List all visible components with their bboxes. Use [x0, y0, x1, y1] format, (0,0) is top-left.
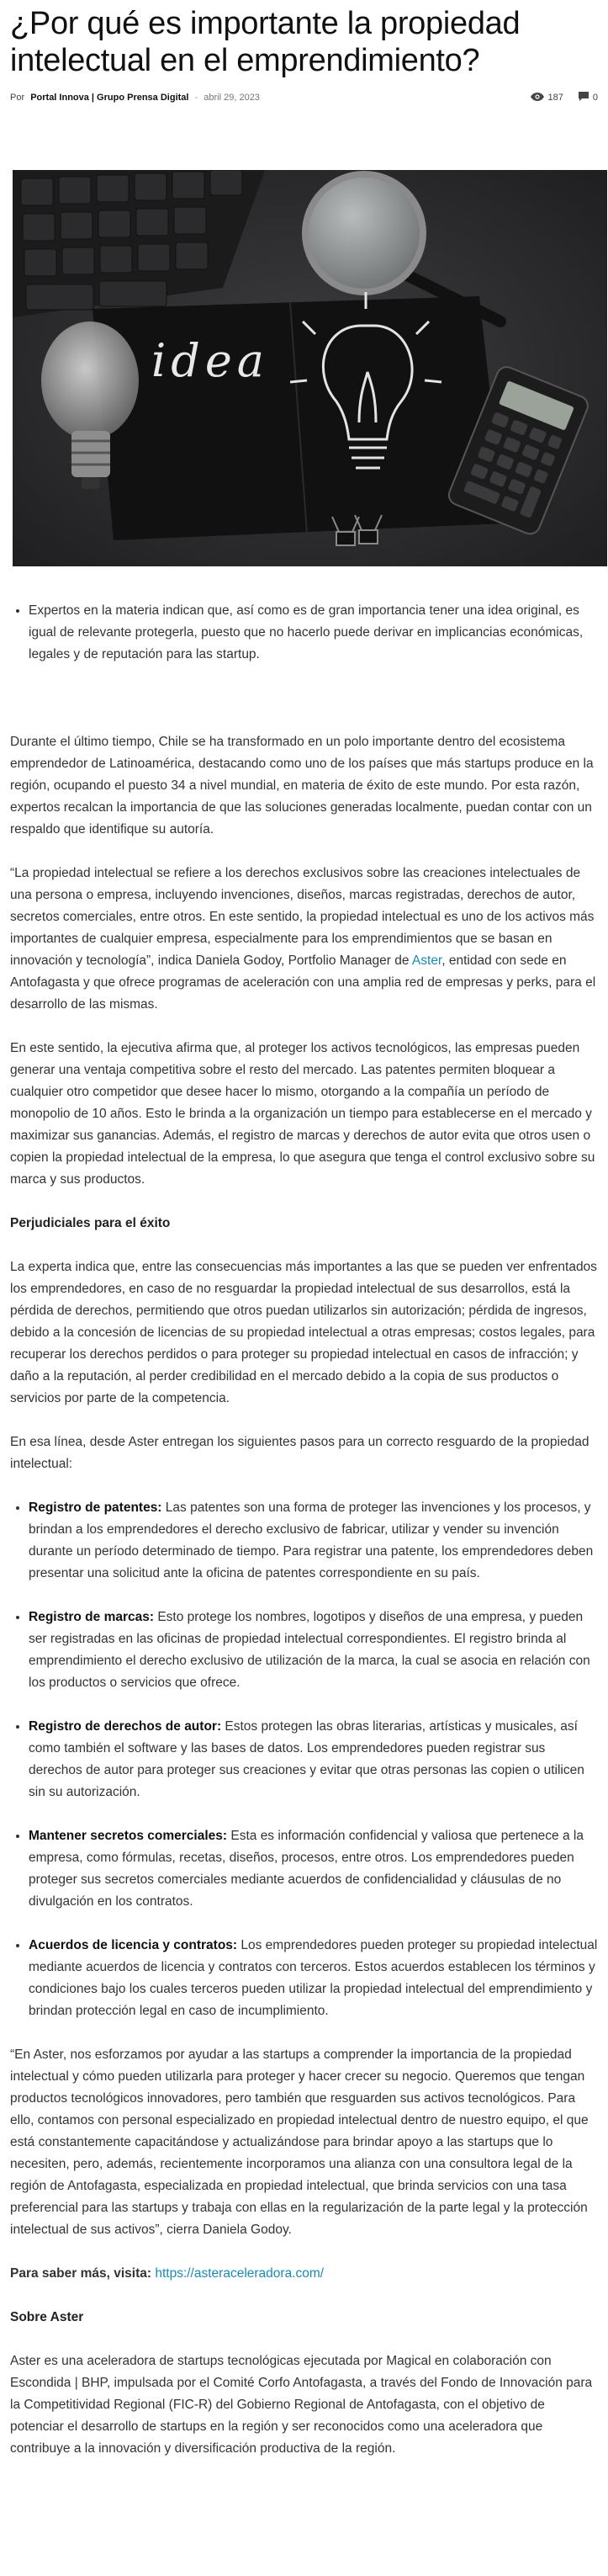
more-info-label: Para saber más, visita: [10, 2266, 152, 2281]
step-title: Registro de marcas: [29, 1610, 155, 1624]
step-item [29, 1497, 598, 1585]
step-title: Registro de derechos de autor: [29, 1719, 222, 1734]
paragraph-advantage: En este sentido, la ejecutiva afirma que, al proteger los activos tecnológicos, las empresas pueden generar una ventaja competitiva sobre el resto del mercado. Las patentes permiten bloquear a cualquier otro competidor que desee hacer lo mismo, otorgando a la compañía un período de monopolio de 10 años. Esto le brinda a la organización un tiempo para establecerse en el mercado y maximizar sus ganancias. Además, el registro de marcas y derechos de autor evita que otros usen o copien la propiedad intelectual de la empresa, lo que asegura que tenga el control exclusivo sobre su marca y sus productos. [10, 1041, 595, 1187]
summary-section [10, 600, 598, 666]
quote1-before: “La propiedad intelectual se refiere a los derechos exclusivos sobre las creaciones intelectuales de una persona o empresa, incluyendo invenciones, diseños, marcas registradas, derechos de autor, secretos comerciales, entre otros. En este sentido, la propiedad intelectual es uno de los activos más importantes de cualquier empresa, especialmente para los emprendimientos que se basan en innovación y tecnología”, indica Daniela Godoy, Portfolio Manager de [10, 866, 595, 968]
step-text: Esto protege los nombres, logotipos y diseños de una empresa, y pueden ser registradas en las oficinas de propiedad intelectual correspondientes. El registro brinda al emprendimiento el derecho exclusivo de utilización de la marca, la cual se asocia en relación con los productos o servicios que ofrece. [29, 1610, 590, 1690]
heading-harm: Perjudiciales para el éxito [10, 1216, 171, 1230]
paragraph-steps-intro: En esa línea, desde Aster entregan los siguientes pasos para un correcto resguardo de la propiedad intelectual: [10, 1435, 589, 1471]
hero-image [13, 170, 607, 566]
byline [10, 93, 263, 103]
hero-photo-illustration [13, 170, 607, 566]
step-text: Las patentes son una forma de proteger las invenciones y los procesos, y brindan a los emprendedores el derecho exclusivo de fabricar, utilizar y vender su invención durante un período determinado de tiempo. Para registrar una patente, los emprendedores deben presentar una solicitud ante la oficina de patentes correspondiente en su país. [29, 1500, 594, 1580]
step-title: Mantener secretos comerciales: [29, 1829, 228, 1843]
eye-icon [531, 93, 544, 104]
more-info-link[interactable]: https://asteraceleradora.com/ [155, 2266, 325, 2281]
summary-list [10, 600, 598, 666]
article-stats [531, 92, 598, 104]
step-item [29, 1825, 598, 1913]
paragraph-harm: La experta indica que, entre las consecuencias más importantes a las que se pueden ver enfrentados los emprendedores, en caso de no resguardar la propiedad intelectual de sus desarrollos, está la pérdida de derechos, permitiendo que otros puedan utilizarlos sin autorización; pérdida de ingresos, debido a la concesión de licencias de su propiedad intelectual a otras empresas; costos legales, para recuperar los derechos perdidos o para proteger su propiedad intelectual en casos de infracción; y daño a la reputación, al perder credibilidad en el mercado debido a la copia de sus productos o servicios por parte de la competencia. [10, 1260, 597, 1405]
aster-link[interactable]: Aster [411, 953, 442, 968]
notebook-shape [93, 292, 505, 540]
paragraph-about: Aster es una aceleradora de startups tecnológicas ejecutada por Magical en colaboración con Escondida | BHP, impulsada por el Comité Corfo Antofagasta, a través del Fondo de Innovación para la Competitividad Regional (FIC-R) del Gobierno Regional de Antofagasta, con el objetivo de potenciar el desarrollo de startups en la región y ser reconocidos como una aceleradora que contribuye a la innovación y diversificación productiva de la región. [10, 2354, 593, 2456]
byline-separator: - [194, 93, 198, 103]
comment-icon [579, 92, 589, 104]
publish-date: abril 29, 2023 [204, 93, 260, 103]
step-item [29, 1935, 598, 2022]
author-link[interactable]: Portal Innova | Grupo Prensa Digital [30, 93, 189, 103]
paragraph-quote-1 [10, 863, 598, 1016]
byline-by: Por [10, 93, 25, 103]
views-count [531, 93, 563, 104]
step-item [29, 1607, 598, 1694]
comments-count[interactable] [579, 92, 598, 104]
hero-word: idea [151, 334, 269, 387]
step-text: Estos protegen las obras literarias, artísticas y musicales, así como también el software y las bases de datos. Los emprendedores pueden registrar sus derechos de autor para proteger sus creaciones y evitar que otras personas las copien o utilicen sin su autorización. [29, 1719, 584, 1799]
steps-list [10, 1497, 598, 2022]
spacer [10, 666, 598, 731]
paragraph-quote-2: “En Aster, nos esforzamos por ayudar a las startups a comprender la importancia de la propiedad intelectual y cómo pueden utilizarla para proteger y hacer crecer su negocio. Queremos que tengan productos tecnológicos innovadores, pero también que resguarden sus activos tecnológicos. Para ello, contamos con personal especializado en propiedad intelectual dentro de nuestro equipo, el que está constantemente capacitándose y actualizándose para brindar apoyo a las startups que lo necesiten, pero, además, recientemente incorporamos una alianza con una consultora legal de la región de Antofagasta, especializada en propiedad intelectual, que brinda servicios con una tasa preferencial para las startups y trabaja con ellas en la regularización de la parte legal y la protección intelectual de sus activos”, cierra Daniela Godoy. [10, 2048, 589, 2237]
article-meta [10, 91, 598, 104]
more-info [10, 2263, 598, 2285]
step-title: Acuerdos de licencia y contratos: [29, 1938, 238, 1952]
step-text: Los emprendedores pueden proteger su propiedad intelectual mediante acuerdos de licencia y contratos con terceros. Estos acuerdos establecen los términos y condiciones bajo los cuales terceros pueden utilizar la propiedad intelectual del emprendimiento y brindan protección legal en caso de incumplimiento. [29, 1938, 598, 2018]
summary-bullet: • Expertos en la materia indican que, así como es de gran importancia tener una idea original, es igual de relevante protegerla, puesto que no hacerlo puede derivar en implicancias económicas, legales y de reputación para las startup. [29, 600, 598, 666]
views-value: 187 [547, 93, 563, 103]
step-item [29, 1716, 598, 1803]
article-title: ¿Por qué es importante la propiedad intelectual en el emprendimiento? [10, 6, 521, 78]
paragraph-intro: Durante el último tiempo, Chile se ha transformado en un polo importante dentro del ecosistema emprendedor de Latinoamérica, destacando como uno de los países que más startups produce en la región, ocupando el puesto 34 a nivel mundial, en materia de éxito de este mundo. Por esta razón, expertos recalcan la importancia de que las soluciones generadas localmente, puedan contar con un respaldo que identifique su autoría. [10, 735, 594, 837]
heading-about: Sobre Aster [10, 2310, 84, 2324]
step-text: Esta es información confidencial y valiosa que pertenece a la empresa, como fórmulas, recetas, diseños, procesos, entre otros. Los emprendedores pueden proteger sus secretos comerciales mediante acuerdos de confidencialidad y cláusulas de no divulgación en los contratos. [29, 1829, 584, 1909]
step-title: Registro de patentes: [29, 1500, 162, 1515]
comments-value: 0 [592, 93, 598, 103]
quote1-after: , entidad con sede en Antofagasta y que ofrece programas de aceleración con una amplia red de empresas y perks, para el desarrollo de las mismas. [10, 953, 596, 1012]
